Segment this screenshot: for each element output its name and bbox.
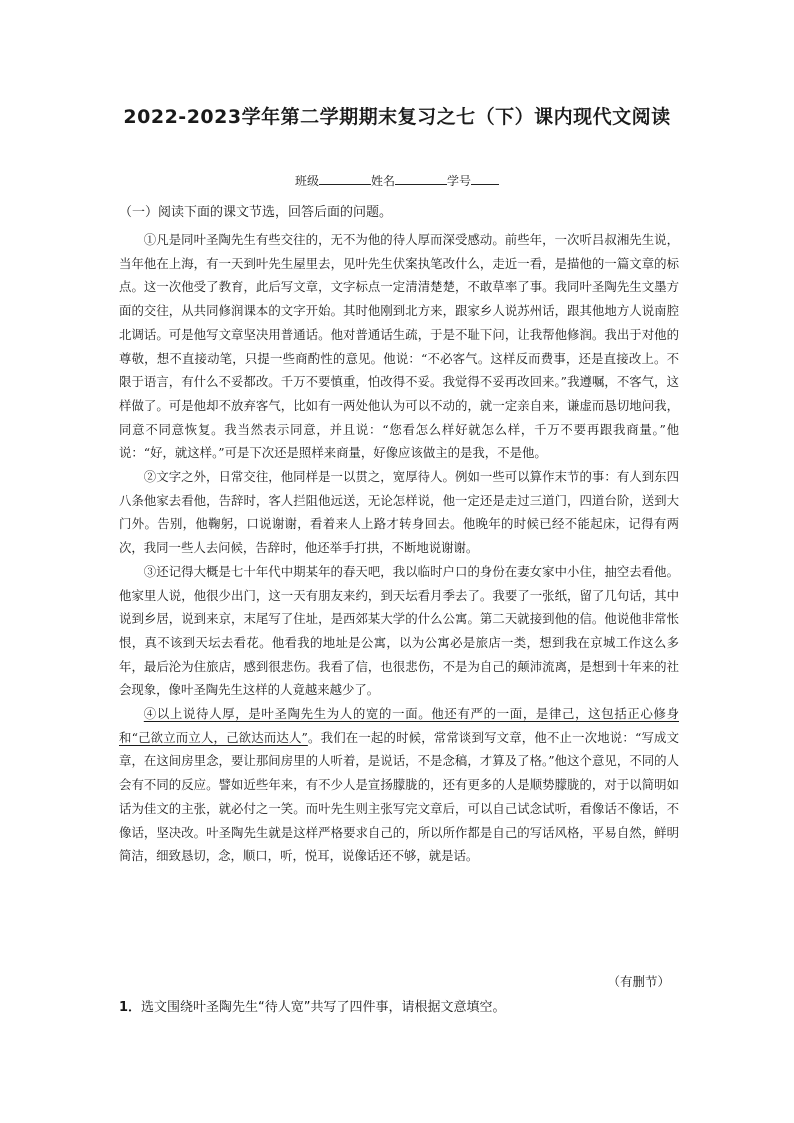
class-label: 班级 [294,174,319,188]
question-text: 选文围绕叶圣陶先生“待人宽”共写了四件事，请根据文意填空。 [141,1000,506,1015]
question-number: 1． [119,1000,142,1015]
paragraph-3: ③还记得大概是七十年代中期某年的春天吧，我以临时户口的身份在妻女家中小住，抽空去看他。他家里人说，他很少出门，这一天有朋友来约，到天坛看月季去了。我要了一张纸，留了几句话，其中说到乡居，说到来京，末尾写了住址，是西郊某大学的什么公寓。第二天就接到他的信。他说他非常怅恨，真不该到天坛去看花。他看我的地址是公寓，以为公寓必是旅店一类，想到我在京城工作这么多年，最后沦为住旅店，感到很悲伤。我看了信，也很悲伤，不是为自己的颠沛流离，是想到十年来的社会现象，像叶圣陶先生这样的人竟越来越少了。 [119,563,679,698]
paragraph-4 [119,702,679,868]
paragraph-1: ①凡是同叶圣陶先生有些交往的，无不为他的待人厚而深受感动。前些年，一次听吕叔湘先生说，当年他在上海，有一天到叶先生屋里去，见叶先生伏案执笔改什么，走近一看，是描他的一篇文章的标点。这一次他受了教育，此后写文章，文字标点一定清清楚楚，不敢草率了事。我同叶圣陶先生文墨方面的交往，从共同修润课本的文字开始。其时他刚到北方来，跟家乡人说苏州话，跟其他地方人说南腔北调话。可是他写文章坚决用普通话。他对普通话生疏，于是不耻下问，让我帮他修润。我出于对他的尊敬，想不直接动笔，只提一些商酌性的意见。他说：“不必客气。这样反而费事，还是直接改上。不限于语言，有什么不妥都改。千万不要慎重，怕改得不妥。我觉得不妥再改回来。”我遵嘱，不客气，这样做了。可是他却不放弃客气，比如有一两处他认为可以不动的，就一定亲自来，谦虚而恳切地问我，同意不同意恢复。我当然表示同意，并且说：“您看怎么样好就怎么样，千万不要再跟我商量。”他说：“好，就这样。”可是下次还是照样来商量，好像应该做主的是我，不是他。 [119,232,679,461]
paragraph-4-rest: 。我们在一起的时候，常常谈到写文章，他不止一次地说：“写成文章，在这间房里念，要让那间房里的人听着，是说话，不是念稿，才算及了格。”他这个意见，不同的人会有不同的反应。譬如近些年来，有不少人是宣扬朦胧的，还有更多的人是顺势朦胧的，对于以简明如话为佳文的主张，就必付之一笑。而叶先生则主张写完文章后，可以自己试念试听，看像话不像话，不像话，坚决改。叶圣陶先生就是这样严格要求自己的，所以所作都是自己的写话风格，平易自然，鲜明简洁，细致恳切，念，顺口，听，悦耳，说像话还不够，就是话。 [119,729,679,864]
student-id-blank[interactable] [471,172,499,185]
page-title: 2022-2023学年第二学期期末复习之七（下）课内现代文阅读 [123,106,671,128]
student-id-label: 学号 [447,174,472,188]
reading-passage [119,228,679,868]
section-heading: （一）阅读下面的课文节选，回答后面的问题。 [119,205,393,220]
name-blank[interactable] [395,172,447,185]
underlined-sentence: ④以上说待人厚，是叶圣陶先生为人的宽的一面。他还有严的一面，是律己，这包括正心修身和“己欲立而立人，己欲达而达人” [119,706,679,745]
paragraph-2: ②文字之外，日常交往，他同样是一以贯之，宽厚待人。例如一些可以算作末节的事：有人到东四八条他家去看他，告辞时，客人拦阻他远送，无论怎样说，他一定还是走过三道门，四道台阶，送到大门外。告别，他鞠躬，口说谢谢，看着来人上路才转身回去。他晚年的时候已经不能起床，记得有两次，我同一些人去问候，告辞时，他还举手打拱，不断地说谢谢。 [119,469,679,556]
question-1 [119,997,679,1019]
source-note: （有删节） [607,974,670,989]
class-blank[interactable] [319,172,371,185]
name-label: 姓名 [370,174,395,188]
student-info-line [0,172,794,190]
